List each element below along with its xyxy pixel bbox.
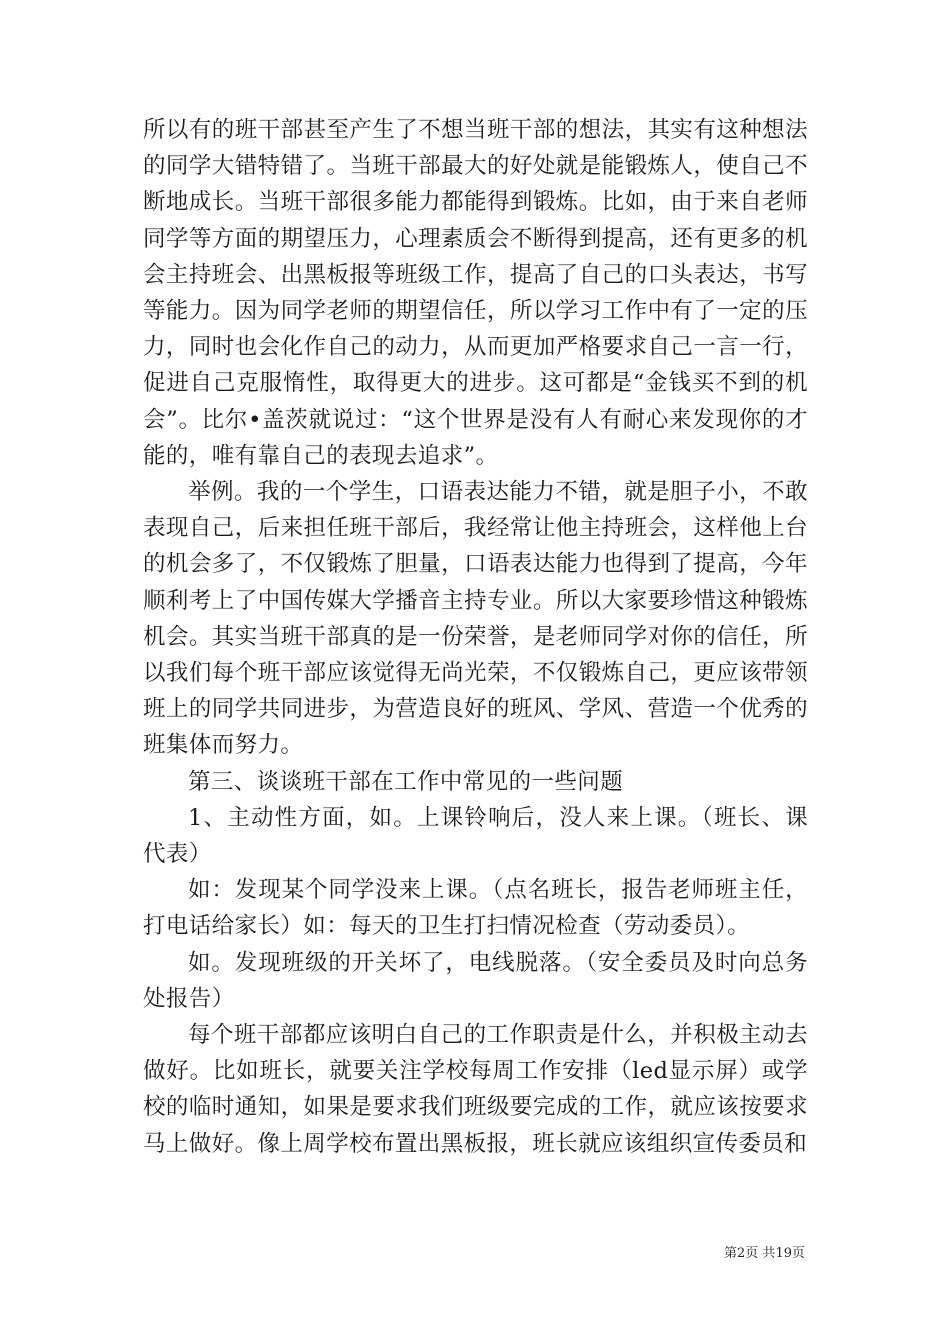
footer-total-pages: 19 [775,1246,792,1261]
paragraph-3: 1、主动性方面，如。上课铃响后，没人来上课。（班长、课代表） [143,804,808,868]
paragraph-4: 如：发现某个同学没来上课。（点名班长，报告老师班主任，打电话给家长）如：每天的卫生打扫情况检查（劳动委员）。 [143,877,808,940]
footer-page-number: 2 [737,1246,746,1261]
paragraph-5: 如。发现班级的开关坏了，电线脱落。（安全委员及时向总务处报告） [143,949,808,1012]
document-body [143,112,808,1162]
footer-middle: 页 共 [745,1246,776,1261]
section-heading: 第三、谈谈班干部在工作中常见的一些问题 [188,768,624,795]
footer-suffix: 页 [791,1246,805,1261]
paragraph-1: 所以有的班干部甚至产生了不想当班干部的想法，其实有这种想法的同学大错特错了。当班干部最大的好处就是能锻炼人，使自己不断地成长。当班干部很多能力都能得到锻炼。比如，由于来自老师同学等方面的期望压力，心理素质会不断得到提高，还有更多的机会主持班会、出黑板报等班级工作，提高了自己的口头表达，书写等能力。因为同学老师的期望信任，所以学习工作中有了一定的压力，同时也会化作自己的动力，从而更加严格要求自己一言一行，促进自己克服惰性，取得更大的进步。这可都是“金钱买不到的机会”。比尔•盖茨就说过：“这个世界是没有人有耐心来发现你的才能的，唯有靠自己的表现去追求”。 [143,117,808,469]
footer-prefix: 第 [724,1246,738,1261]
paragraph-6: 每个班干部都应该明白自己的工作职责是什么，并积极主动去做好。比如班长，就要关注学校每周工作安排（led显示屏）或学校的临时通知，如果是要求我们班级要完成的工作，就应该按要求马上做好。像上周学校布置出黑板报，班长就应该组织宣传委员和 [143,1022,808,1157]
paragraph-2: 举例。我的一个学生，口语表达能力不错，就是胆子小，不敢表现自己，后来担任班干部后，我经常让他主持班会，这样他上台的机会多了，不仅锻炼了胆量，口语表达能力也得到了提高，今年顺利考上了中国传媒大学播音主持专业。所以大家要珍惜这种锻炼机会。其实当班干部真的是一份荣誉，是老师同学对你的信任，所以我们每个班干部应该觉得无尚光荣，不仅锻炼自己，更应该带领班上的同学共同进步，为营造良好的班风、学风、营造一个优秀的班集体而努力。 [143,479,808,759]
page-footer [724,1242,805,1261]
